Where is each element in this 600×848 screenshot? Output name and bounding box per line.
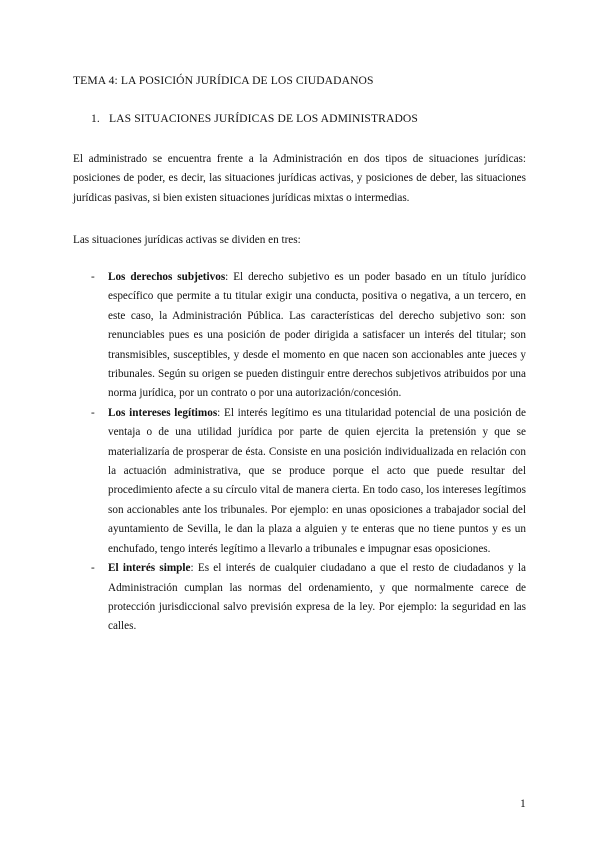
page-number: 1 bbox=[520, 797, 526, 810]
list-item-term: Los derechos subjetivos bbox=[108, 271, 226, 283]
section-heading bbox=[91, 112, 418, 125]
section-number: 1. bbox=[91, 112, 100, 125]
list-dash: - bbox=[91, 271, 95, 283]
list-item-text: : El interés legítimo es una titularidad potencial de una posición de ventaja o de una utilidad jurídica por parte de quien ejercita la pretensión y que se materializaría de prosperar de ésta. Consiste en una posición individualizada en relación con la actuación administrativa, que se produce porque el acto que puede resultar del procedimiento afecte a su círculo vital de manera cierta. En todo caso, los intereses legítimos son accionables ante los tribunales. Por ejemplo: en unas oposiciones a trabajador social del ayuntamiento de Sevilla, le dan la plaza a alguien y te enteras que no tiene puntos y es un enchufado, tengo interés legítimo a llevarlo a tribunales e impugnar esas oposiciones. bbox=[108, 406, 526, 555]
list-intro-paragraph: Las situaciones jurídicas activas se dividen en tres: bbox=[73, 234, 301, 246]
list-item-text: : El derecho subjetivo es un poder basado en un título jurídico específico que permite a tu titular exigir una conducta, positiva o negativa, a un tercero, en este caso, la Administración Pública. Las características del derecho subjetivo son: son renunciables pues es una posición de poder dirigida a satisfacer un interés del titular; son transmisibles, susceptibles, y desde el momento en que nacen son accionables ante jueces y tribunales. Según su origen se pueden distinguir entre derechos subjetivos atribuidos por una norma jurídica, por un contrato o por una autorización/concesión. bbox=[108, 271, 526, 400]
list-item bbox=[91, 404, 526, 559]
list-dash: - bbox=[91, 562, 95, 575]
active-situations-list bbox=[91, 268, 526, 637]
list-item-term: El interés simple bbox=[108, 562, 191, 575]
list-item-term: Los intereses legítimos bbox=[108, 406, 218, 419]
list-item-text: : Es el interés de cualquier ciudadano a que el resto de ciudadanos y la Administración cumplan las normas del ordenamiento, y que normalmente carece de protección jurisdiccional salvo previsión expresa de la ley. Por ejemplo: la seguridad en las calles. bbox=[108, 562, 526, 633]
list-dash: - bbox=[91, 406, 95, 419]
intro-paragraph: El administrado se encuentra frente a la Administración en dos tipos de situaciones jurídicas: posiciones de poder, es decir, las situaciones jurídicas activas, y posiciones de deber, las situaciones jurídicas pasivas, si bien existen situaciones jurídicas mixtas o intermedias. bbox=[73, 153, 526, 204]
section-heading-text: LAS SITUACIONES JURÍDICAS DE LOS ADMINISTRADOS bbox=[109, 112, 418, 125]
list-item bbox=[91, 268, 526, 404]
list-item bbox=[91, 559, 526, 637]
document-title: TEMA 4: LA POSICIÓN JURÍDICA DE LOS CIUDADANOS bbox=[73, 74, 374, 87]
